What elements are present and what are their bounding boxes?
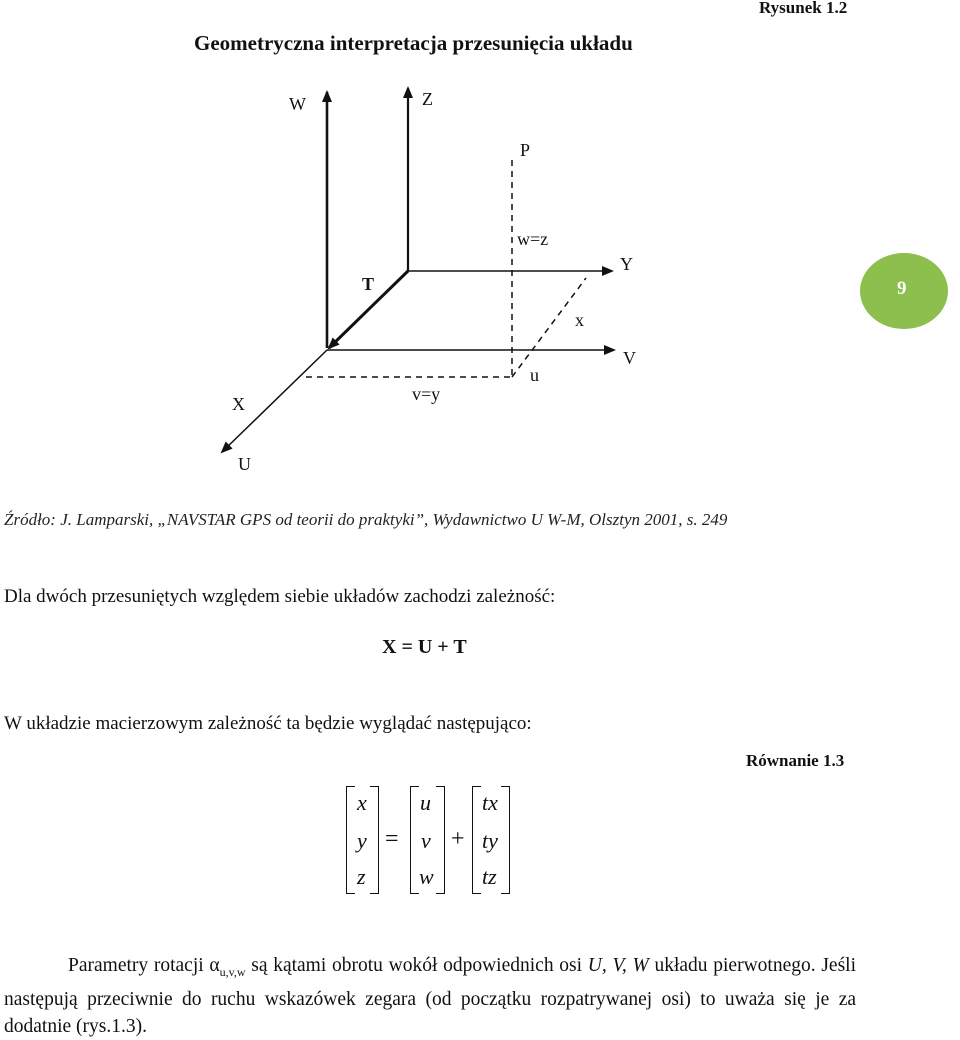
figure-source: Źródło: J. Lamparski, „NAVSTAR GPS od teorii do praktyki”, Wydawnictwo U W-M, Olsztyn 2001, s. 249 <box>4 510 728 529</box>
matrix-cell: x <box>357 790 367 815</box>
label-w: W <box>289 94 306 114</box>
bracket-middle-open <box>410 786 419 894</box>
matrix-cell: v <box>421 828 431 853</box>
equals-sign: = <box>385 826 399 852</box>
label-x-small: x <box>575 310 584 330</box>
paragraph-matrix-intro: W układzie macierzowym zależność ta będzie wyglądać następująco: <box>4 713 532 734</box>
figure-number: Rysunek 1.2 <box>759 0 848 17</box>
equation-label: Równanie 1.3 <box>746 751 845 770</box>
matrix-cell: ty <box>482 828 498 853</box>
rotation-text-2: są kątami obrotu wokół odpowiednich osi <box>245 955 588 976</box>
matrix-cell: y <box>357 828 367 853</box>
label-u: U <box>238 454 251 474</box>
label-x: X <box>232 394 245 414</box>
equation: X = U + T <box>382 636 467 658</box>
matrix-cell: z <box>357 864 366 889</box>
label-p: P <box>520 140 531 160</box>
label-v-eq-y: v=y <box>412 384 441 404</box>
label-t: T <box>362 274 375 294</box>
bracket-right-close <box>501 786 510 894</box>
bracket-left-open <box>346 786 355 894</box>
label-u-small: u <box>530 365 539 385</box>
coordinate-diagram <box>0 0 960 480</box>
rotation-text-3: układu pierwotnego. Jeśli następują przeciwnie do ruchu wskazówek zegara (od początku rozpatrywanej osi) to uważa się je za dodatnie (rys.1.3). <box>4 955 857 1037</box>
paragraph-intro: Dla dwóch przesuniętych względem siebie układów zachodzi zależność: <box>4 586 556 607</box>
matrix-cell: u <box>420 790 431 815</box>
rotation-text-1: Parametry rotacji α <box>68 955 220 976</box>
label-v: V <box>623 348 636 368</box>
label-y: Y <box>620 254 633 274</box>
figure-title: Geometryczna interpretacja przesunięcia układu <box>194 31 633 55</box>
bracket-right-open <box>472 786 481 894</box>
page-number: 9 <box>897 278 907 299</box>
bracket-middle-close <box>436 786 445 894</box>
label-z: Z <box>422 89 433 109</box>
paragraph-rotation <box>4 952 856 1040</box>
label-w-eq-z: w=z <box>517 229 549 249</box>
rotation-axes: U, V, W <box>587 955 649 976</box>
matrix-cell: tx <box>482 790 498 815</box>
bracket-left-close <box>370 786 379 894</box>
plus-sign: + <box>451 826 465 852</box>
matrix-cell: tz <box>482 864 497 889</box>
rotation-subscript: u,v,w <box>219 964 246 979</box>
matrix-cell: w <box>419 864 434 889</box>
